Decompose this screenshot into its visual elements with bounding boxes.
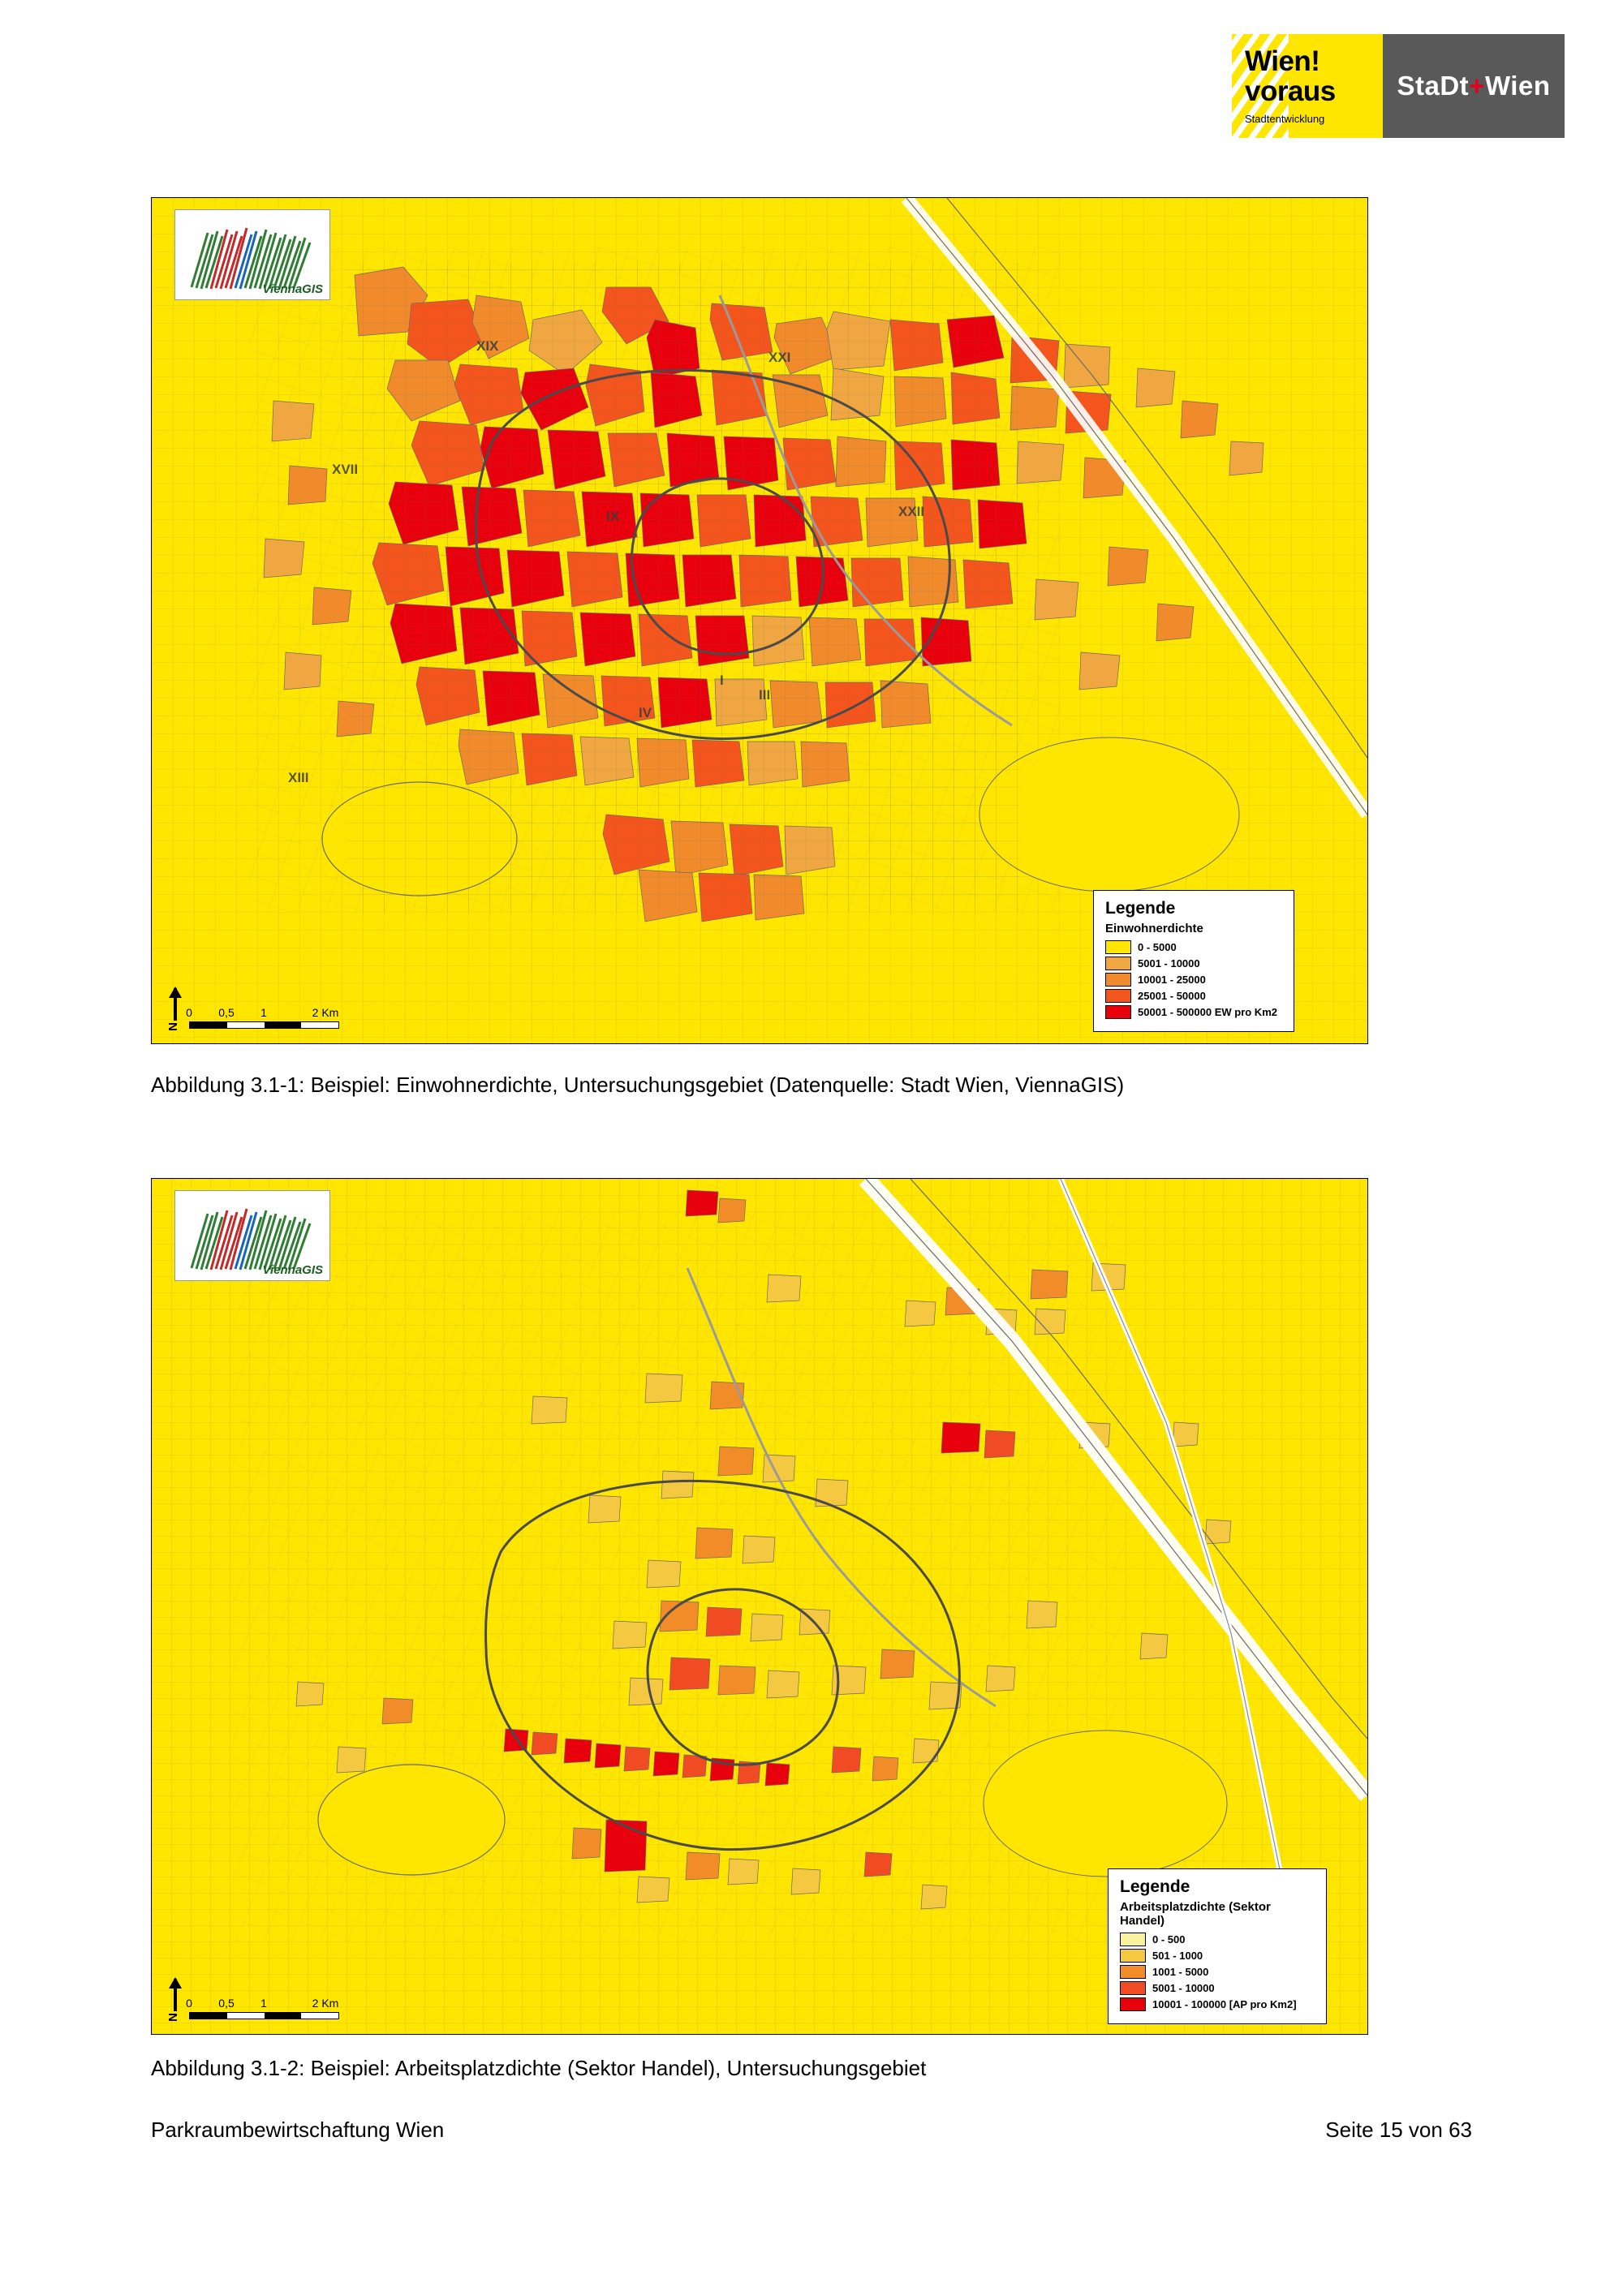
svg-text:XIII: XIII [288, 770, 309, 785]
legend-item-2-2 [1120, 1965, 1315, 1979]
viennagis-label-1: ViennaGIS [262, 282, 323, 296]
legend-einwohnerdichte [1093, 890, 1294, 1032]
legend-swatch-1-1 [1105, 957, 1131, 970]
scale-tick-3-fig2: 2 Km [312, 1997, 339, 2010]
legend-title-1: Legende [1105, 899, 1176, 918]
logo-wien-line2: voraus [1245, 75, 1336, 107]
legend-item-2-3 [1120, 1981, 1315, 1995]
legend-swatch-2-2 [1120, 1965, 1146, 1979]
svg-text:XVII: XVII [332, 462, 359, 477]
legend-swatch-1-3 [1105, 989, 1131, 1003]
wien-voraus-logo [1232, 34, 1383, 138]
scale-tick-3-fig1: 2 Km [312, 1006, 339, 1019]
scale-tick-0-fig1: 0 [186, 1006, 192, 1019]
legend-label-1-1: 5001 - 10000 [1138, 957, 1200, 970]
scale-tick-2-fig1: 1 [260, 1006, 267, 1019]
legend-swatch-2-4 [1120, 1997, 1146, 2011]
north-label-1: N [166, 1022, 180, 1031]
svg-text:XXII: XXII [898, 504, 925, 519]
legend-item-1-2 [1105, 973, 1282, 987]
legend-label-1-3: 25001 - 50000 [1138, 990, 1206, 1002]
scale-graphic-1 [186, 1000, 343, 1032]
viennagis-logo-1 [174, 209, 330, 300]
scale-tick-1-fig1: 0,5 [218, 1006, 235, 1019]
svg-text:III: III [759, 687, 771, 703]
stadt-wien-pre: St [1397, 71, 1425, 101]
legend-item-1-0 [1105, 940, 1282, 954]
scale-tick-0-fig2: 0 [186, 1997, 192, 2010]
legend-label-1-4: 50001 - 500000 EW pro Km2 [1138, 1006, 1277, 1018]
svg-text:XXI: XXI [768, 350, 791, 365]
svg-text:XIX: XIX [476, 338, 499, 354]
legend-label-2-3: 5001 - 10000 [1152, 1982, 1215, 1994]
legend-item-2-1 [1120, 1949, 1315, 1963]
legend-subtitle-2: Arbeitsplatzdichte (Sektor Handel) [1120, 1900, 1271, 1928]
stadt-wien-logo [1383, 34, 1565, 138]
legend-title-2: Legende [1120, 1877, 1190, 1896]
legend-label-1-0: 0 - 5000 [1138, 941, 1177, 953]
stadt-wien-plus: + [1469, 71, 1485, 101]
legend-swatch-1-4 [1105, 1005, 1131, 1019]
legend-swatch-2-0 [1120, 1933, 1146, 1946]
legend-item-2-4 [1120, 1997, 1315, 2011]
legend-arbeitsplatzdichte [1108, 1868, 1327, 2024]
legend-label-2-1: 501 - 1000 [1152, 1950, 1203, 1962]
legend-label-2-4: 10001 - 100000 [AP pro Km2] [1152, 1998, 1297, 2010]
figure-einwohnerdichte-map [151, 197, 1368, 1044]
scale-graphic-2 [186, 1990, 343, 2023]
figure-caption-2: Abbildung 3.1-2: Beispiel: Arbeitsplatzdichte (Sektor Handel), Untersuchungsgebiet [151, 2056, 927, 2080]
scale-tick-2-fig2: 1 [260, 1997, 267, 2010]
logo-wien-line1: Wien! [1245, 45, 1320, 77]
legend-item-2-0 [1120, 1933, 1315, 1946]
legend-swatch-2-1 [1120, 1949, 1146, 1963]
footer-page-number: Seite 15 von 63 [1325, 2118, 1472, 2142]
legend-swatch-2-3 [1120, 1981, 1146, 1995]
scale-bar-2 [166, 1979, 343, 2023]
stadt-wien-a: a [1424, 71, 1440, 101]
scale-bar-graphic-2 [189, 2012, 339, 2019]
svg-text:I: I [720, 673, 724, 688]
header-logo [1232, 34, 1565, 138]
figure-arbeitsplatzdichte-map [151, 1178, 1368, 2035]
footer-document-title: Parkraumbewirtschaftung Wien [151, 2118, 445, 2142]
legend-swatch-1-2 [1105, 973, 1131, 987]
legend-subtitle-1: Einwohnerdichte [1105, 922, 1203, 935]
legend-swatch-1-0 [1105, 940, 1131, 954]
north-arrow-icon-2 [166, 1979, 184, 2023]
logo-wien-line3: Stadtentwicklung [1245, 113, 1325, 125]
legend-item-1-4 [1105, 1005, 1282, 1019]
svg-text:IX: IX [606, 509, 620, 524]
viennagis-logo-2 [174, 1190, 330, 1281]
legend-label-2-0: 0 - 500 [1152, 1933, 1186, 1946]
legend-item-1-1 [1105, 957, 1282, 970]
legend-label-2-2: 1001 - 5000 [1152, 1966, 1209, 1978]
scale-bar-1 [166, 988, 343, 1032]
stadt-wien-post: Wien [1484, 71, 1551, 101]
stadt-wien-wordmark [1397, 71, 1550, 101]
stadt-wien-mid: Dt [1440, 71, 1470, 101]
legend-label-1-2: 10001 - 25000 [1138, 974, 1206, 986]
north-arrow-icon-1 [166, 988, 184, 1032]
north-label-2: N [166, 2013, 180, 2022]
svg-text:IV: IV [639, 705, 652, 720]
figure-caption-1: Abbildung 3.1-1: Beispiel: Einwohnerdichte, Untersuchungsgebiet (Datenquelle: Stadt Wien, ViennaGIS) [151, 1073, 1125, 1097]
viennagis-label-2: ViennaGIS [262, 1263, 323, 1277]
page-footer [151, 2118, 1472, 2143]
scale-bar-graphic-1 [189, 1021, 339, 1029]
scale-tick-1-fig2: 0,5 [218, 1997, 235, 2010]
legend-item-1-3 [1105, 989, 1282, 1003]
